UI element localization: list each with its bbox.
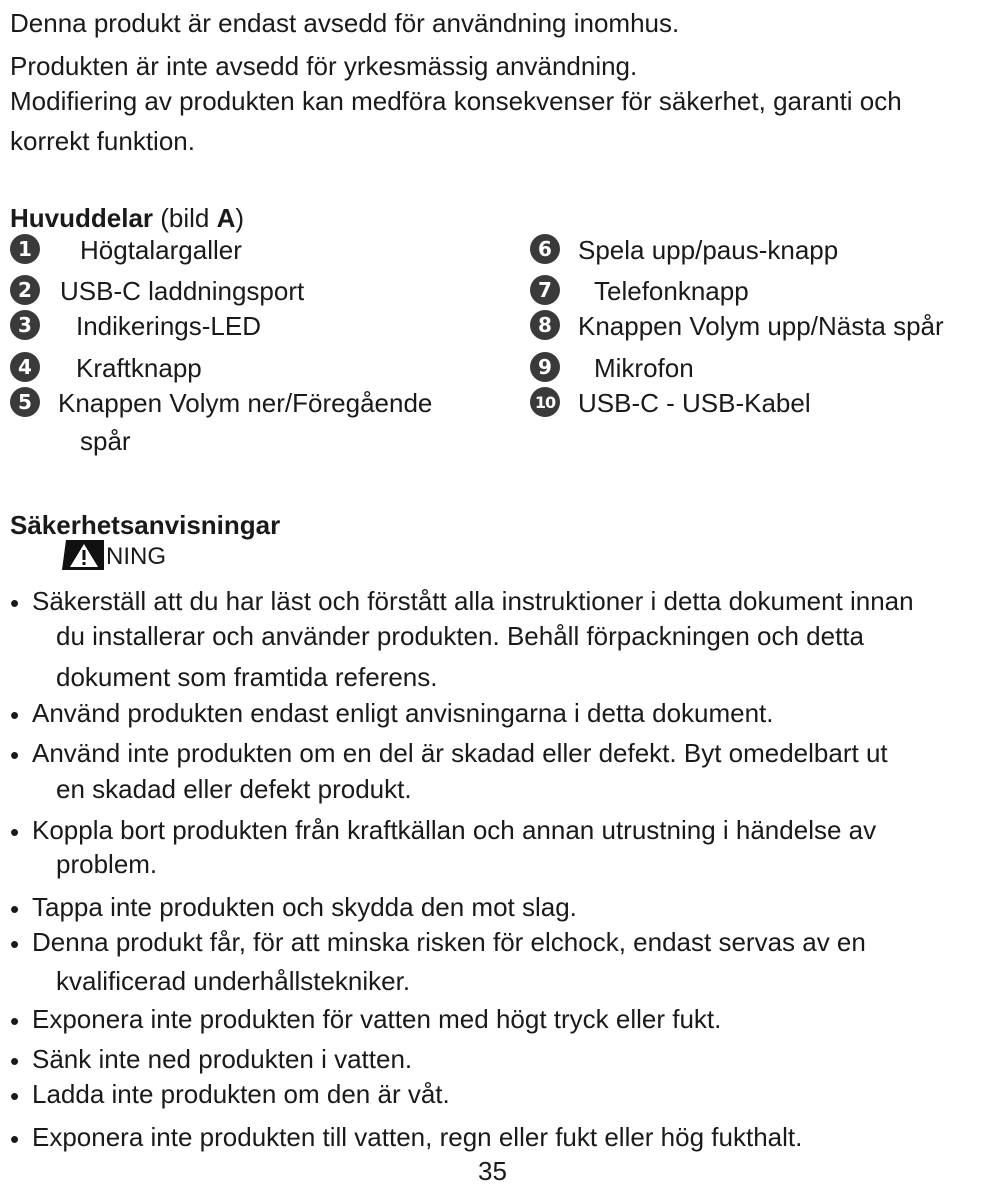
parts-heading-ref-letter: A <box>216 203 236 233</box>
safety-line-10: Exponera inte produkten till vatten, regn eller fukt eller hög fukthalt. <box>32 1122 803 1152</box>
part-number-8: 8 <box>530 310 560 340</box>
parts-heading-title: Huvuddelar <box>10 203 154 233</box>
safety-heading: Säkerhetsanvisningar <box>10 510 281 540</box>
warning-label: NING <box>106 543 166 570</box>
intro-line-2: Produkten är inte avsedd för yrkesmässig användning. <box>10 51 638 81</box>
safety-line-7: Exponera inte produkten för vatten med högt tryck eller fukt. <box>32 1004 722 1034</box>
safety-line-5: Tappa inte produkten och skydda den mot slag. <box>32 892 577 922</box>
safety-line-4-cont: problem. <box>56 849 158 879</box>
safety-line-6: Denna produkt får, för att minska risken för elchock, endast servas av en <box>32 927 866 957</box>
safety-line-3: Använd inte produkten om en del är skadad eller defekt. Byt omedelbart ut <box>32 738 888 768</box>
parts-heading <box>10 205 244 231</box>
part-number-5: 5 <box>10 387 40 417</box>
part-label-7: Telefonknapp <box>594 276 749 306</box>
part-label-9: Mikrofon <box>594 353 694 383</box>
part-label-1: Högtalargaller <box>80 235 242 265</box>
safety-line-3-cont: en skadad eller defekt produkt. <box>56 774 412 804</box>
part-number-1: 1 <box>10 234 40 264</box>
bullet-dot-9: • <box>10 1081 20 1111</box>
bullet-dot-1: • <box>10 588 20 618</box>
part-number-3: 3 <box>10 310 40 340</box>
parts-heading-ref-pre: (bild <box>160 203 217 233</box>
bullet-dot-8: • <box>10 1046 20 1076</box>
bullet-dot-6: • <box>10 929 20 959</box>
part-label-3: Indikerings-LED <box>76 311 261 341</box>
safety-line-1-cont-b: dokument som framtida referens. <box>56 662 438 692</box>
bullet-dot-4: • <box>10 817 20 847</box>
safety-line-1-cont-a: du installerar och använder produkten. Behåll förpackningen och detta <box>56 621 864 651</box>
part-label-8: Knappen Volym upp/Nästa spår <box>578 311 944 341</box>
part-number-7: 7 <box>530 275 560 305</box>
bullet-dot-3: • <box>10 740 20 770</box>
bullet-dot-10: • <box>10 1124 20 1154</box>
part-label-4: Kraftknapp <box>76 353 202 383</box>
part-number-2: 2 <box>10 275 40 305</box>
part-label-5-cont: spår <box>80 426 131 456</box>
part-label-5: Knappen Volym ner/Föregående <box>58 388 433 418</box>
safety-line-8: Sänk inte ned produkten i vatten. <box>32 1044 413 1074</box>
safety-line-6-cont: kvalificerad underhållstekniker. <box>56 966 411 996</box>
safety-line-1: Säkerställ att du har läst och förstått alla instruktioner i detta dokument innan <box>32 586 914 616</box>
bullet-dot-2: • <box>10 700 20 730</box>
intro-line-3: Modifiering av produkten kan medföra konsekvenser för säkerhet, garanti och <box>10 86 902 116</box>
part-label-10: USB-C - USB-Kabel <box>578 388 811 418</box>
part-number-4: 4 <box>10 352 40 382</box>
intro-line-1: Denna produkt är endast avsedd för användning inomhus. <box>10 8 680 38</box>
page-number: 35 <box>478 1156 507 1186</box>
intro-line-4: korrekt funktion. <box>10 126 195 156</box>
safety-line-2: Använd produkten endast enligt anvisningarna i detta dokument. <box>32 698 774 728</box>
part-number-10: 10 <box>530 387 560 417</box>
safety-line-9: Ladda inte produkten om den är våt. <box>32 1079 450 1109</box>
part-number-9: 9 <box>530 352 560 382</box>
safety-line-4: Koppla bort produkten från kraftkällan och annan utrustning i händelse av <box>32 815 877 845</box>
part-number-6: 6 <box>530 234 560 264</box>
bullet-dot-7: • <box>10 1006 20 1036</box>
bullet-dot-5: • <box>10 894 20 924</box>
parts-heading-ref-post: ) <box>235 203 245 233</box>
part-label-2: USB-C laddningsport <box>60 276 305 306</box>
warning-icon <box>62 540 104 570</box>
part-label-6: Spela upp/paus-knapp <box>578 235 839 265</box>
